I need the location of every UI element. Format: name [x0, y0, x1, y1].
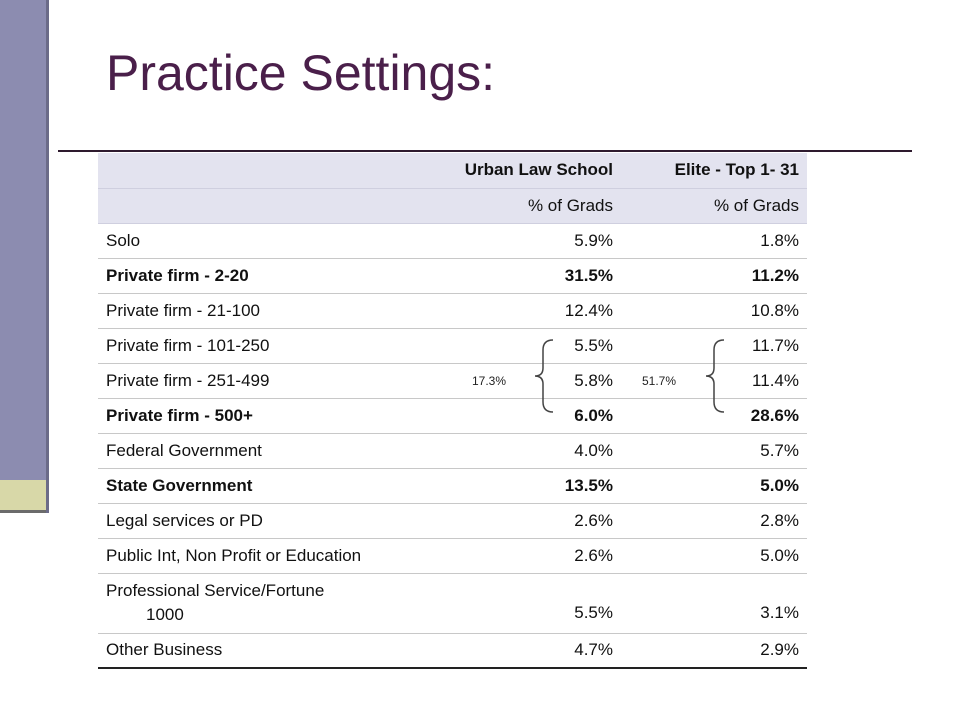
- row-label: Private firm - 21-100: [98, 293, 428, 328]
- table-header-row: [98, 153, 807, 188]
- elite-brace-icon: [704, 338, 728, 414]
- row-urban-value: 5.9%: [428, 223, 621, 258]
- table-subheader-row: [98, 188, 807, 223]
- row-label: Legal services or PD: [98, 503, 428, 538]
- table-row-other-business: [98, 633, 807, 668]
- table-row-professional-service: [98, 573, 807, 633]
- row-label: Private firm - 101-250: [98, 328, 428, 363]
- table-row-public-interest: [98, 538, 807, 573]
- header-blank-cell: [98, 153, 428, 188]
- row-elite-value: 11.2%: [621, 258, 807, 293]
- header-elite-top: Elite - Top 1- 31: [621, 153, 807, 188]
- row-label: [98, 573, 428, 633]
- row-elite-value: 11.4%: [621, 363, 807, 398]
- subheader-blank-cell: [98, 188, 428, 223]
- subheader-urban-pct: % of Grads: [428, 188, 621, 223]
- row-urban-value: 2.6%: [428, 538, 621, 573]
- row-label: Federal Government: [98, 433, 428, 468]
- practice-settings-table: [98, 153, 807, 669]
- subheader-elite-pct: % of Grads: [621, 188, 807, 223]
- table-row-state-government: [98, 468, 807, 503]
- row-urban-value: 12.4%: [428, 293, 621, 328]
- sidebar-accent-edge: [46, 0, 49, 513]
- table-row-solo: [98, 223, 807, 258]
- row-urban-value: 5.5%: [428, 573, 621, 633]
- row-urban-value: 5.8%: [428, 363, 621, 398]
- row-elite-value: 2.9%: [621, 633, 807, 668]
- row-elite-value: 1.8%: [621, 223, 807, 258]
- row-label-line2: 1000: [146, 605, 184, 624]
- table-row-private-2-20: [98, 258, 807, 293]
- table-row-private-21-100: [98, 293, 807, 328]
- urban-brace-icon: [533, 338, 557, 414]
- row-label-line1: Professional Service/Fortune: [106, 581, 325, 600]
- table-row-legal-services: [98, 503, 807, 538]
- title-divider: [58, 150, 912, 152]
- elite-large-firms-total: 51.7%: [642, 374, 677, 388]
- row-label: Public Int, Non Profit or Education: [98, 538, 428, 573]
- row-elite-value: 3.1%: [621, 573, 807, 633]
- row-label: Solo: [98, 223, 428, 258]
- row-elite-value: 2.8%: [621, 503, 807, 538]
- urban-large-firms-total: 17.3%: [472, 374, 507, 388]
- header-urban-law-school: Urban Law School: [428, 153, 621, 188]
- table-row-private-101-250: [98, 328, 807, 363]
- table-row-federal-government: [98, 433, 807, 468]
- row-label: State Government: [98, 468, 428, 503]
- row-elite-value: 5.7%: [621, 433, 807, 468]
- row-urban-value: 2.6%: [428, 503, 621, 538]
- row-urban-value: 5.5%: [428, 328, 621, 363]
- table-row-private-500-plus: [98, 398, 807, 433]
- row-urban-value: 13.5%: [428, 468, 621, 503]
- row-label: Private firm - 251-499: [98, 363, 428, 398]
- row-elite-value: 28.6%: [621, 398, 807, 433]
- row-urban-value: 6.0%: [428, 398, 621, 433]
- row-elite-value: 10.8%: [621, 293, 807, 328]
- row-elite-value: 5.0%: [621, 468, 807, 503]
- slide-title: Practice Settings:: [106, 45, 496, 101]
- row-elite-value: 5.0%: [621, 538, 807, 573]
- sidebar-accent-block: [0, 480, 48, 513]
- row-label: Private firm - 500+: [98, 398, 428, 433]
- row-label: Other Business: [98, 633, 428, 668]
- row-label: Private firm - 2-20: [98, 258, 428, 293]
- row-urban-value: 4.7%: [428, 633, 621, 668]
- table-row-private-251-499: [98, 363, 807, 398]
- row-elite-value: 11.7%: [621, 328, 807, 363]
- row-urban-value: 31.5%: [428, 258, 621, 293]
- row-urban-value: 4.0%: [428, 433, 621, 468]
- sidebar-accent-bar: [0, 0, 48, 480]
